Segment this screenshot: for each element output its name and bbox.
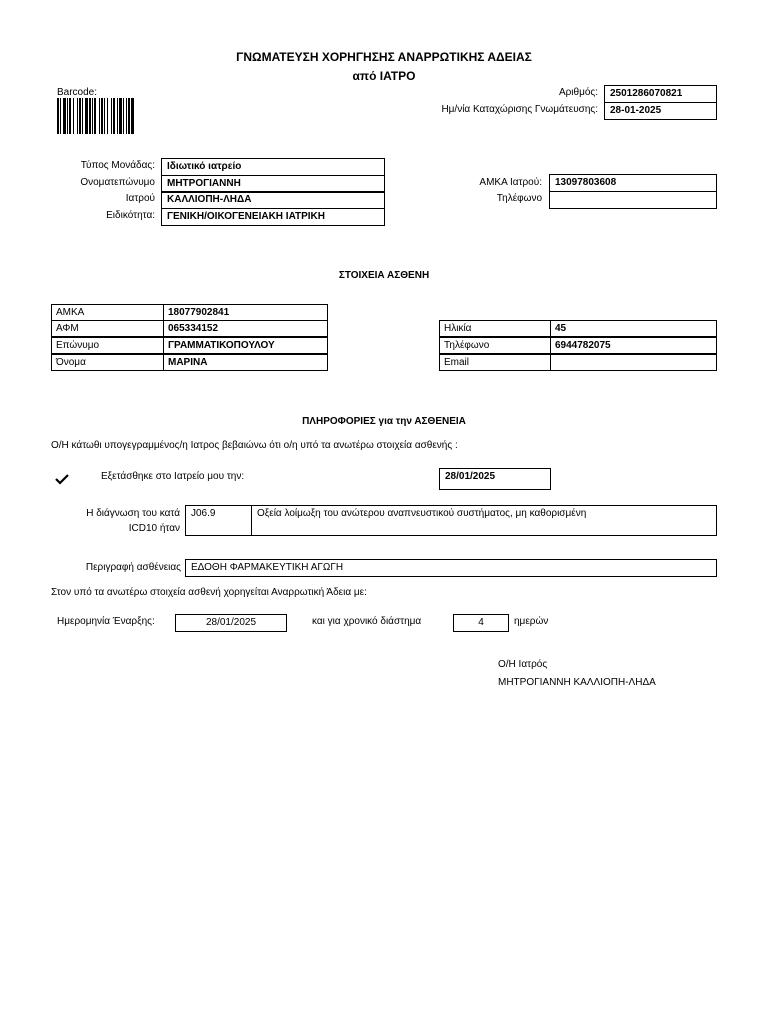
patient-surname-label: Επώνυμο bbox=[51, 337, 164, 354]
barcode-label: Barcode: bbox=[57, 87, 98, 98]
diagnosis-label bbox=[60, 506, 180, 536]
patient-afm-row bbox=[51, 320, 328, 337]
diagnosis-label-line2: ICD10 ήταν bbox=[128, 523, 180, 534]
patient-amka-label: ΑΜΚΑ bbox=[51, 304, 164, 321]
illness-description-field: ΕΔΟΘΗ ΦΑΡΜΑΚΕΥΤΙΚΗ ΑΓΩΓΗ bbox=[185, 559, 717, 577]
start-date-label: Ημερομηνία Έναρξης: bbox=[57, 616, 155, 627]
doctor-surname-field: ΜΗΤΡΟΓΙΑΝΝΗ bbox=[161, 175, 385, 193]
patient-name-value: ΜΑΡΙΝΑ bbox=[163, 354, 328, 371]
patient-age-label: Ηλικία bbox=[439, 320, 551, 337]
examined-label: Εξετάσθηκε στο Ιατρείο μου την: bbox=[101, 471, 245, 482]
signature-role: Ο/Η Ιατρός bbox=[498, 659, 548, 670]
specialty-field: ΓΕΝΙΚΗ/ΟΙΚΟΓΕΝΕΙΑΚΗ ΙΑΤΡΙΚΗ bbox=[161, 208, 385, 226]
doctor-statement: Ο/Η κάτωθι υπογεγραμμένος/η Ιατρος βεβαιώνω ότι ο/η υπό τα ανωτέρω στοιχεία ασθενής : bbox=[51, 440, 458, 451]
checkmark-icon bbox=[54, 472, 70, 486]
patient-age-value: 45 bbox=[550, 320, 717, 337]
icd-code-field: J06.9 bbox=[185, 505, 252, 536]
doctor-phone-field bbox=[549, 191, 717, 209]
doctor-label: Ιατρού bbox=[125, 193, 155, 204]
diagnosis-label-line1: Η διάγνωση του κατά bbox=[86, 508, 180, 519]
doctor-phone-label: Τηλέφωνο bbox=[496, 193, 542, 204]
patient-email-row bbox=[439, 354, 717, 371]
icd-description-field: Οξεία λοίμωξη του ανώτερου αναπνευστικού συστήματος, μη καθορισμένη bbox=[251, 505, 717, 536]
doctor-amka-field: 13097803608 bbox=[549, 174, 717, 192]
patient-age-row bbox=[439, 320, 717, 337]
registration-date-field: 28-01-2025 bbox=[604, 102, 717, 120]
patient-email-value bbox=[550, 354, 717, 371]
signature-name: ΜΗΤΡΟΓΙΑΝΝΗ ΚΑΛΛΙΟΠΗ-ΛΗΔΑ bbox=[498, 677, 656, 688]
unit-type-field: Ιδιωτικό ιατρείο bbox=[161, 158, 385, 176]
patient-surname-row bbox=[51, 337, 328, 354]
illness-description-label: Περιγραφή ασθένειας bbox=[85, 562, 181, 573]
number-field: 2501286070821 bbox=[604, 85, 717, 103]
doctor-surname-label: Ονοματεπώνυμο bbox=[80, 177, 155, 188]
barcode-image bbox=[57, 98, 227, 134]
patient-afm-label: ΑΦΜ bbox=[51, 320, 164, 337]
illness-section-title: ΠΛΗΡΟΦΟΡΙΕΣ για την ΑΣΘΕΝΕΙΑ bbox=[302, 416, 466, 427]
start-date-field: 28/01/2025 bbox=[175, 614, 287, 632]
doctor-name-field: ΚΑΛΛΙΟΠΗ-ΛΗΔΑ bbox=[161, 191, 385, 209]
doctor-amka-label: ΑΜΚΑ Ιατρού: bbox=[479, 177, 542, 188]
duration-label: και για χρονικό διάστημα bbox=[312, 616, 422, 627]
examined-date-field: 28/01/2025 bbox=[439, 468, 551, 490]
grant-text: Στον υπό τα ανωτέρω στοιχεία ασθενή χορηγείται Αναρρωτική Άδεια με: bbox=[51, 587, 367, 598]
document-subtitle: από ΙΑΤΡΟ bbox=[352, 69, 416, 83]
patient-phone-value: 6944782075 bbox=[550, 337, 717, 354]
number-label: Αριθμός: bbox=[558, 87, 598, 98]
patient-afm-value: 065334152 bbox=[163, 320, 328, 337]
patient-name-row bbox=[51, 354, 328, 371]
patient-name-label: Όνομα bbox=[51, 354, 164, 371]
patient-surname-value: ΓΡΑΜΜΑΤΙΚΟΠΟΥΛΟΥ bbox=[163, 337, 328, 354]
duration-field: 4 bbox=[453, 614, 509, 632]
patient-phone-label: Τηλέφωνο bbox=[439, 337, 551, 354]
days-label: ημερών bbox=[514, 616, 549, 627]
document-title: ΓΝΩΜΑΤΕΥΣΗ ΧΟΡΗΓΗΣΗΣ ΑΝΑΡΡΩΤΙΚΗΣ ΑΔΕΙΑΣ bbox=[236, 50, 532, 64]
patient-amka-row bbox=[51, 304, 328, 321]
patient-email-label: Email bbox=[439, 354, 551, 371]
patient-phone-row bbox=[439, 337, 717, 354]
unit-type-label: Τύπος Μονάδας: bbox=[80, 160, 155, 171]
specialty-label: Ειδικότητα: bbox=[106, 210, 155, 221]
registration-date-label: Ημ/νία Καταχώρισης Γνωμάτευσης: bbox=[441, 104, 598, 115]
patient-amka-value: 18077902841 bbox=[163, 304, 328, 321]
patient-section-title: ΣΤΟΙΧΕΙΑ ΑΣΘΕΝΗ bbox=[338, 270, 430, 281]
